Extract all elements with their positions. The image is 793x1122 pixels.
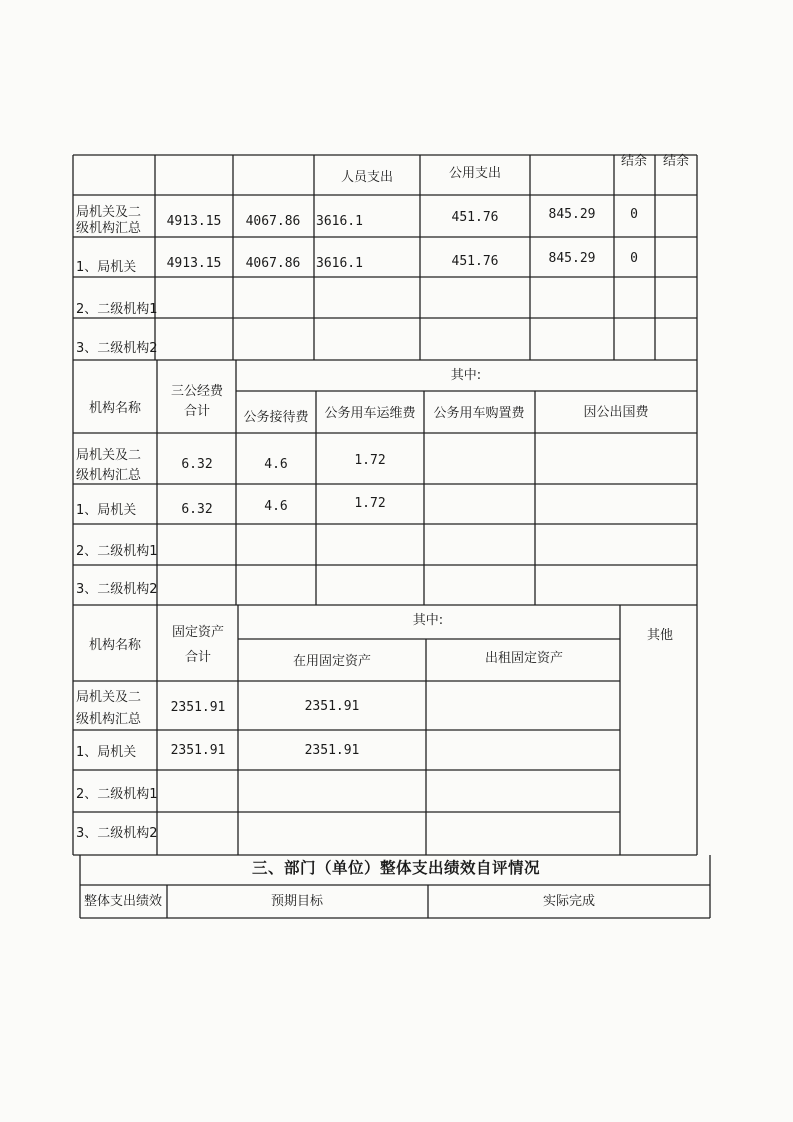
t3-header-in-use: 在用固定资产 xyxy=(292,654,372,669)
t1-row4-name: 3、二级机构2 xyxy=(76,341,158,356)
t1-row2-balance: 0 xyxy=(630,251,638,266)
t1-row1-name-line2: 级机构汇总 xyxy=(76,221,142,236)
t3-header-org-name: 机构名称 xyxy=(88,638,142,653)
t3-header-leased: 出租固定资产 xyxy=(484,651,564,666)
t1-row1-public: 451.76 xyxy=(451,210,499,225)
t2-row2-name: 1、局机关 xyxy=(76,503,137,518)
t1-header-balance-a: 结余 xyxy=(620,154,648,169)
t1-header-public: 公用支出 xyxy=(448,166,502,181)
t3-header-total-line1: 固定资产 xyxy=(171,625,225,640)
t1-row2-name: 1、局机关 xyxy=(76,260,137,275)
t2-row1-name-line2: 级机构汇总 xyxy=(76,468,142,483)
t2-row4-name: 3、二级机构2 xyxy=(76,582,158,597)
t1-row2-basic: 4067.86 xyxy=(245,256,301,271)
section-3-title: 三、部门（单位）整体支出绩效自评情况 xyxy=(251,859,541,877)
t1-row2-project: 845.29 xyxy=(548,251,596,266)
t2-row1-total: 6.32 xyxy=(181,457,213,472)
t2-header-total-line2: 合计 xyxy=(183,404,211,419)
t1-row1-basic: 4067.86 xyxy=(245,214,301,229)
t1-row3-name: 2、二级机构1 xyxy=(76,302,158,317)
t3-row1-in-use: 2351.91 xyxy=(304,699,360,714)
t1-row1-personnel: 3616.1 xyxy=(316,214,363,229)
t2-row3-name: 2、二级机构1 xyxy=(76,544,158,559)
t3-row2-total: 2351.91 xyxy=(170,743,226,758)
t2-row2-total: 6.32 xyxy=(181,502,213,517)
t2-row2-reception: 4.6 xyxy=(264,499,288,514)
t2-row1-name-line1: 局机关及二 xyxy=(76,448,142,463)
t3-row1-name-line2: 级机构汇总 xyxy=(76,712,142,727)
t2-header-abroad: 因公出国费 xyxy=(583,405,649,420)
t3-header-total-line2: 合计 xyxy=(184,650,212,665)
t1-header-balance-b: 结余 xyxy=(662,154,690,169)
t3-row1-name-line1: 局机关及二 xyxy=(76,690,142,705)
t1-row1-project: 845.29 xyxy=(548,207,596,222)
t1-row1-balance: 0 xyxy=(630,207,638,222)
t2-header-vehicle-purchase: 公务用车购置费 xyxy=(433,406,525,421)
t2-header-total-line1: 三公经费 xyxy=(170,384,224,399)
t2-row2-vehicle-ops: 1.72 xyxy=(354,496,386,511)
t2-row1-vehicle-ops: 1.72 xyxy=(354,453,386,468)
t1-row2-public: 451.76 xyxy=(451,254,499,269)
t2-header-among: 其中: xyxy=(450,368,482,383)
t2-row1-reception: 4.6 xyxy=(264,457,288,472)
section-3-expected-header: 预期目标 xyxy=(270,894,324,909)
t3-header-other: 其他 xyxy=(646,628,674,643)
t1-row1-total: 4913.15 xyxy=(166,214,222,229)
t1-header-personnel: 人员支出 xyxy=(340,170,394,185)
t2-header-reception: 公务接待费 xyxy=(243,410,309,425)
t3-header-among: 其中: xyxy=(412,613,444,628)
t3-row3-name: 2、二级机构1 xyxy=(76,787,158,802)
t2-header-vehicle-ops: 公务用车运维费 xyxy=(324,406,416,421)
t3-row1-total: 2351.91 xyxy=(170,700,226,715)
t2-header-org-name: 机构名称 xyxy=(88,401,142,416)
t1-row1-name-line1: 局机关及二 xyxy=(76,205,142,220)
t3-row4-name: 3、二级机构2 xyxy=(76,826,158,841)
t1-row2-personnel: 3616.1 xyxy=(316,256,363,271)
t1-row2-total: 4913.15 xyxy=(166,256,222,271)
t3-row2-in-use: 2351.91 xyxy=(304,743,360,758)
section-3-actual-header: 实际完成 xyxy=(542,894,596,909)
section-3-row-label: 整体支出绩效 xyxy=(84,894,163,909)
t3-row2-name: 1、局机关 xyxy=(76,745,137,760)
